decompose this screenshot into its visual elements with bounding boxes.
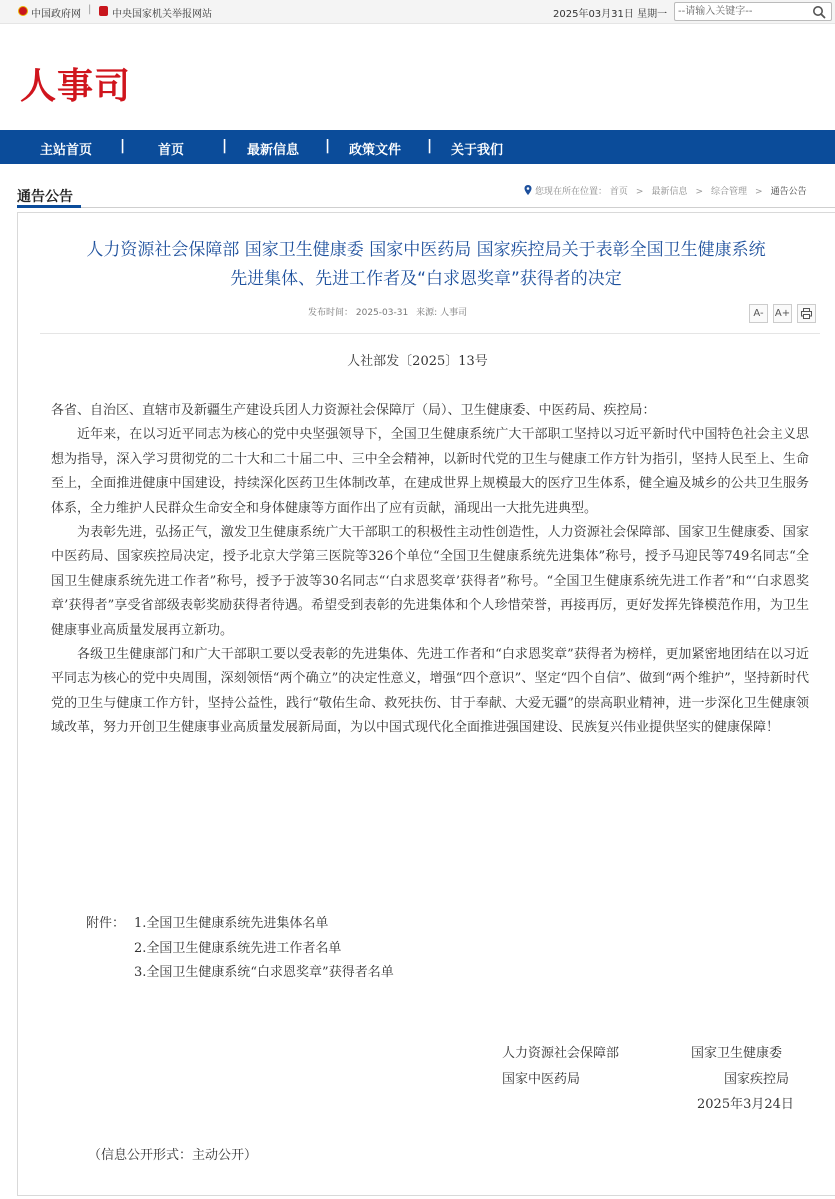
nav-item-home[interactable]: 首页	[158, 143, 185, 158]
breadcrumb	[524, 184, 807, 197]
breadcrumb-prefix: 您现在所在位置：	[535, 187, 608, 197]
search-box	[674, 2, 832, 21]
breadcrumb-latest[interactable]: 最新信息	[651, 187, 688, 197]
article-body	[51, 399, 809, 741]
signatory-org: 人力资源社会保障部	[502, 1046, 620, 1061]
nav-item-latest[interactable]: 最新信息	[247, 143, 300, 158]
body-paragraph: 为表彰先进，弘扬正气，激发卫生健康系统广大干部职工的积极性主动性创造性，人力资源社会保障部、国家卫生健康委、国家中医药局、国家疾控局决定，授予北京大学第三医院等326个单位“全国卫生健康系统先进集体”称号，授予马迎民等749名同志“全国卫生健康系统先进工作者”称号，授予于波等30名同志“‘白求恩奖章’获得者”称号。“全国卫生健康系统先进工作者”和“‘白求恩奖章’获得者”享受省部级表彰奖励获得者待遇。希望受到表彰的先进集体和个人珍惜荣誉，再接再厉，更好发挥先锋模范作用，为卫生健康事业高质量发展再立新功。	[51, 525, 809, 638]
top-bar	[0, 0, 835, 24]
breadcrumb-arrow: >	[695, 187, 704, 197]
font-increase-button[interactable]	[773, 304, 792, 323]
attachment-link[interactable]: 3.全国卫生健康系统“白求恩奖章”获得者名单	[134, 965, 394, 980]
article-title-line: 先进集体、先进工作者及“白求恩奖章”获得者的决定	[230, 269, 622, 289]
print-icon	[801, 308, 812, 319]
signatory-org: 国家中医药局	[502, 1072, 581, 1087]
nav-divider: |	[222, 138, 228, 154]
location-pin-icon	[524, 185, 532, 195]
section-title: 通告公告	[17, 189, 73, 205]
attachment-link[interactable]: 2.全国卫生健康系统先进工作者名单	[134, 940, 342, 956]
font-decrease-label: A-	[753, 308, 764, 319]
breadcrumb-arrow: >	[635, 187, 644, 197]
disclosure-note: （信息公开形式：主动公开）	[88, 1148, 258, 1163]
meta-divider	[40, 333, 820, 334]
attachment-link[interactable]: 1.全国卫生健康系统先进集体名单	[134, 916, 329, 931]
body-paragraph: 各级卫生健康部门和广大干部职工要以受表彰的先进集体、先进工作者和“白求恩奖章”获得者为榜样，更加紧密地团结在以习近平同志为核心的党中央周围，深刻领悟“两个确立”的决定性意义，增强“四个意识”、坚定“四个自信”、做到“两个维护”，坚持新时代党的卫生与健康工作方针，坚持公益性，践行“敬佑生命、救死扶伤、甘于奉献、大爱无疆”的崇高职业精神，进一步深化卫生健康领域改革，努力开创卫生健康事业高质量发展新局面，为以中国式现代化全面推进强国建设、民族复兴伟业提供坚实的健康保障！	[51, 647, 809, 736]
signatory-org: 国家卫生健康委	[691, 1046, 783, 1061]
nav-item-main-home[interactable]: 主站首页	[40, 143, 93, 158]
main-nav	[0, 130, 835, 164]
article-meta	[308, 305, 475, 318]
nav-item-about[interactable]: 关于我们	[451, 143, 504, 158]
signature-date: 2025年3月24日	[697, 1097, 794, 1112]
breadcrumb-general[interactable]: 综合管理	[711, 187, 748, 197]
nav-divider: |	[325, 138, 331, 154]
breadcrumb-current: 通告公告	[770, 187, 807, 197]
salutation: 各省、自治区、直辖市及新疆生产建设兵团人力资源社会保障厅（局）、卫生健康委、中医药局、疾控局：	[51, 403, 656, 418]
search-icon[interactable]	[812, 5, 826, 19]
current-date: 2025年03月31日 星期一	[553, 9, 668, 20]
breadcrumb-home[interactable]: 首页	[609, 187, 628, 197]
article-title	[17, 236, 835, 294]
nav-divider: |	[120, 138, 126, 154]
print-button[interactable]	[797, 304, 816, 323]
signatory-org: 国家疾控局	[724, 1072, 790, 1087]
breadcrumb-arrow: >	[755, 187, 763, 197]
report-site-link[interactable]: 中央国家机关举报网站	[112, 9, 212, 20]
national-emblem-icon	[18, 6, 28, 16]
nav-item-policy[interactable]: 政策文件	[349, 143, 402, 158]
body-paragraph: 近年来，在以习近平同志为核心的党中央坚强领导下，全国卫生健康系统广大干部职工坚持以习近平新时代中国特色社会主义思想为指导，深入学习贯彻党的二十大和二十届二中、三中全会精神，以新时代党的卫生与健康工作方针为指引，坚持人民至上、生命至上，全面推进健康中国建设，持续深化医药卫生体制改革，在建成世界上规模最大的医疗卫生体系，健全遍及城乡的公共卫生服务体系，全力维护人民群众生命安全和身体健康等方面作出了应有贡献，涌现出一大批先进典型。	[51, 427, 809, 516]
nav-divider: |	[427, 138, 433, 154]
gov-site-link[interactable]: 中国政府网	[31, 9, 81, 20]
article-title-line: 人力资源社会保障部 国家卫生健康委 国家中医药局 国家疾控局关于表彰全国卫生健康系统	[86, 240, 766, 260]
attachments	[86, 912, 394, 986]
site-logo[interactable]: 人事司	[20, 66, 132, 107]
publish-time: 发布时间： 2025-03-31	[308, 308, 409, 318]
font-increase-label: A+	[774, 308, 791, 319]
report-site-icon	[99, 6, 108, 16]
document-number: 人社部发〔2025〕13号	[347, 354, 488, 369]
font-decrease-button[interactable]	[749, 304, 768, 323]
attachments-label: 附件：	[86, 916, 126, 931]
search-input[interactable]	[678, 4, 808, 19]
article-source: 来源: 人事司	[416, 308, 468, 318]
section-divider	[17, 207, 835, 208]
topbar-separator: |	[88, 4, 92, 15]
